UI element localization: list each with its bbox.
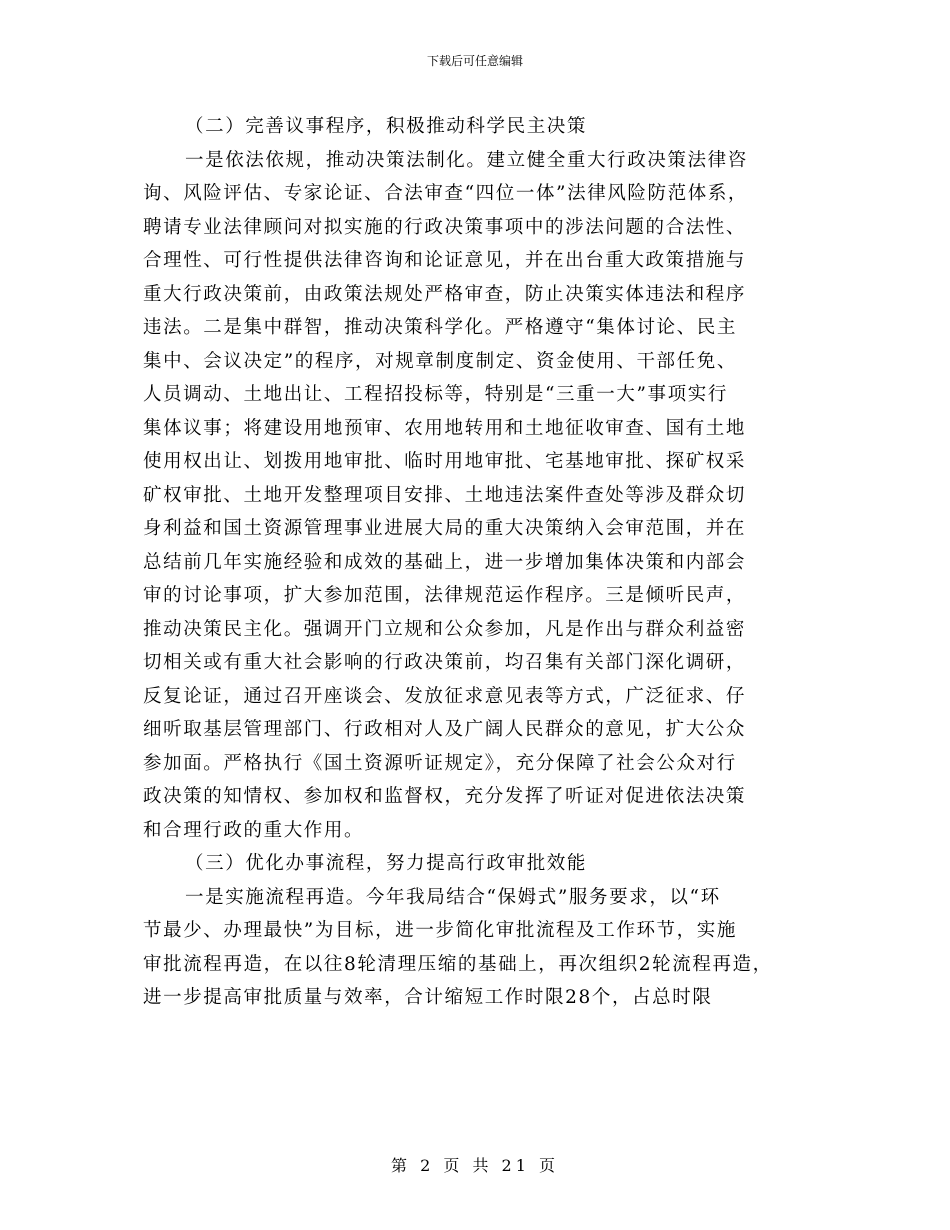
text-line: 推动决策民主化。强调开门立规和公众参加，凡是作出与群众利益密 <box>143 618 747 640</box>
page-footer: 第 2 页 共 21 页 <box>391 1156 559 1175</box>
text-line: 一是实施流程再造。今年我局结合“保姆式”服务要求，以“环 <box>185 886 721 908</box>
text-line: 政决策的知情权、参加权和监督权，充分发挥了听证对促进依法决策 <box>143 786 747 807</box>
text-line: 参加面。严格执行《国土资源听证规定》，充分保障了社会公众对行 <box>143 752 737 774</box>
text-line: 总结前几年实施经验和成效的基础上，进一步增加集体决策和内部会 <box>143 551 747 573</box>
text-line: 审的讨论事项，扩大参加范围，法律规范运作程序。三是倾听民声， <box>143 585 747 606</box>
text-line: 矿权审批、土地开发整理项目安排、土地违法案件查处等涉及群众切 <box>143 484 747 506</box>
text-line: 切相关或有重大社会影响的行政决策前，均召集有关部门深化调研， <box>143 652 747 673</box>
text-line: 一是依法依规，推动决策法制化。建立健全重大行政决策法律咨 <box>185 149 748 171</box>
text-line: 违法。二是集中群智，推动决策科学化。严格遵守“集体讨论、民主 <box>143 317 737 338</box>
text-line: （二）完善议事程序，积极推动科学民主决策 <box>185 116 588 137</box>
text-line: 合理性、可行性提供法律咨询和论证意见，并在出台重大政策措施与 <box>143 250 747 271</box>
text-line: 审批流程再造，在以往8轮清理压缩的基础上，再次组织2轮流程再造， <box>143 953 773 975</box>
text-line: 节最少、办理最快”为目标，进一步简化审批流程及工作环节，实施 <box>143 920 737 941</box>
text-line: 进一步提高审批质量与效率，合计缩短工作时限28个，占总时限 <box>143 987 713 1008</box>
page-header: 下载后可任意编辑 <box>426 54 523 68</box>
text-line: 身利益和国土资源管理事业进展大局的重大决策纳入会审范围，并在 <box>143 518 747 539</box>
document-body <box>143 110 811 1015</box>
text-line: 集体议事；将建设用地预审、农用地转用和土地征收审查、国有土地 <box>143 417 747 439</box>
text-line: 细听取基层管理部门、行政相对人及广阔人民群众的意见，扩大公众 <box>143 719 747 740</box>
text-line: 反复论证，通过召开座谈会、发放征求意见表等方式，广泛征求、仔 <box>143 685 747 707</box>
text-line: 人员调动、土地出让、工程招投标等，特别是“三重一大”事项实行 <box>143 384 728 405</box>
text-line: 使用权出让、划拨用地审批、临时用地审批、宅基地审批、探矿权采 <box>143 451 747 472</box>
text-line: 和合理行政的重大作用。 <box>143 819 365 841</box>
text-line: 聘请专业法律顾问对拟实施的行政决策事项中的涉法问题的合法性、 <box>143 216 747 238</box>
text-line: 重大行政决策前，由政策法规处严格审查，防止决策实体违法和程序 <box>143 283 747 305</box>
text-line: 询、风险评估、专家论证、合法审查“四位一体”法律风险防范体系， <box>143 183 749 204</box>
text-line: 集中、会议决定”的程序，对规章制度制定、资金使用、干部任免、 <box>143 350 737 372</box>
text-line: （三）优化办事流程，努力提高行政审批效能 <box>185 853 588 874</box>
